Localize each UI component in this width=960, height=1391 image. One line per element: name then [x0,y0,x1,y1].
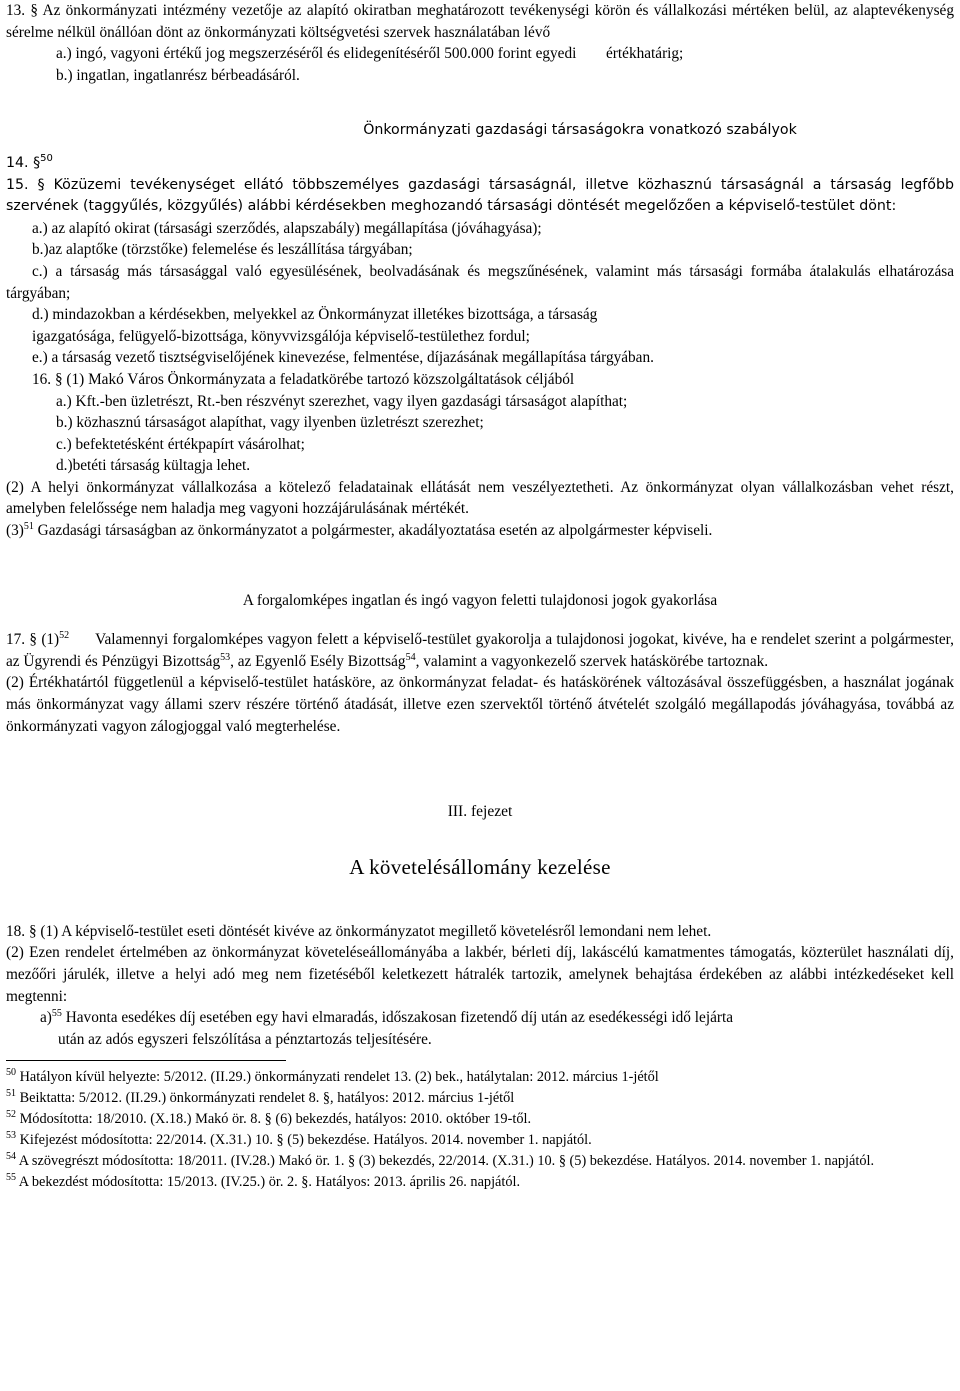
section-15-lead: 15. § [6,176,45,193]
footnote-54 [6,1151,954,1172]
footnote-ref-55[interactable]: 55 [51,1008,62,1020]
section-15-item-a: a.) az alapító okirat (társasági szerződés, alapszabály) megállapítása (jóváhagyása); [32,219,542,237]
section-18-item-a [6,1007,954,1029]
footnote-number: 50 [6,1067,16,1079]
footnote-text: Módosította: 18/2010. (X.18.) Makó ör. 8. § (6) bekezdés, hatályos: 2010. október 19-től. [19,1111,532,1128]
section-17-lead: 17. § (1) [6,631,60,649]
section-15-text [6,175,954,218]
section-14-text: 14. § [6,154,41,171]
footnote-text: Beiktatta: 5/2012. (II.29.) önkormányzati rendelet 8. §, hatályos: 2012. március 1-jétől [19,1090,515,1107]
section-16-intro: 16. § (1) Makó Város Önkormányzata a feladatkörébe tartozó közszolgáltatások céljából [32,370,575,388]
section-15-item-d-cont: igazgatósága, felügyelő-bizottsága, könyvvizsgálója képviselő-testülethez fordul; [32,327,530,345]
section-16-item-b: b.) közhasznú társaságot alapíthat, vagy ilyenben üzletrészt szerezhet; [56,414,484,432]
section-16-para-3-lead: (3) [6,522,24,540]
section-17-text-1: Valamennyi forgalomképes vagyon felett a képviselő-testület gyakorolja a tulajdonosi jogokat, kivéve, ha e rendelet szerint a polgármester, az Ügyrendi és Pénzügyi Bizottság [6,631,954,670]
section-15-body: Közüzemi tevékenységet ellátó többszemélyes gazdasági társaságnál, illetve közhasznú társaságnál a társaság legfőbb szervének (taggyűlés, közgyűlés) alábbi kérdésekben meghozandó társasági döntését megelőzően a képviselő-testület dönt: [6,176,954,215]
footnotes [6,1067,954,1193]
section-18-para-1: 18. § (1) A képviselő-testület eseti döntését kivéve az önkormányzatot megillető követelésről lemondani nem lehet. [6,922,712,940]
section-17-para-1 [6,629,954,672]
section-18-item-a-text: Havonta esedékes díj esetében egy havi elmaradás, időszakosan fizetendő díj után az esedékességi idő lejárta [61,1009,733,1027]
heading-companies: Önkormányzati gazdasági társaságokra vonatkozó szabályok [363,122,797,139]
section-17-text-2: , az Egyenlő Esély Bizottság [230,652,406,670]
footnote-ref-50[interactable]: 50 [40,152,53,164]
section-18-item-a-cont: után az adós egyszeri felszólítása a pénztartozás teljesítésére. [58,1030,432,1048]
footnote-55 [6,1172,954,1193]
footnote-ref-53[interactable]: 53 [220,651,231,663]
section-16-para-3 [6,520,954,542]
section-18-item-a-lead: a) [40,1009,52,1027]
footnote-number: 55 [6,1172,16,1184]
footnote-51 [6,1088,954,1109]
footnote-number: 54 [6,1151,16,1163]
footnote-number: 53 [6,1130,16,1142]
footnote-text: Hatályon kívül helyezte: 5/2012. (II.29.) önkormányzati rendelet 13. (2) bek., hatálytalan: 2012. március 1-jétől [19,1069,659,1086]
section-13-item-a-tail: értékhatárig; [606,45,684,63]
footnote-text: A szövegrészt módosította: 18/2011. (IV.28.) Makó ör. 1. § (3) bekezdés, 22/2014. (X.31.) 10. § (5) bekezdése. Hatályos. 2014. november 1. napjától. [18,1153,875,1170]
section-15-item-d: d.) mindazokban a kérdésekben, melyekkel az Önkormányzat illetékes bizottsága, a társaság [32,306,598,324]
section-17-text-3: , valamint a vagyonkezelő szervek hatáskörébe tartoznak. [415,652,769,670]
footnote-52 [6,1109,954,1130]
heading-property: A forgalomképes ingatlan és ingó vagyon feletti tulajdonosi jogok gyakorlása [242,591,718,609]
section-16-para-2: (2) A helyi önkormányzat vállalkozása a kötelező feladatainak ellátását nem veszélyeztetheti. Az önkormányzat olyan vállalkozásban vehet részt, amelyben felelőssége nem haladja meg vagyoni hozzájárulásának mértékét. [6,478,954,518]
section-16-item-a: a.) Kft.-ben üzletrészt, Rt.-ben részvényt szerezhet, vagy ilyen gazdasági társaságot alapíthat; [56,392,628,410]
footnote-ref-51[interactable]: 51 [23,521,34,533]
footnote-number: 52 [6,1109,16,1121]
footnote-text: Kifejezést módosította: 22/2014. (X.31.) 10. § (5) bekezdése. Hatályos. 2014. november 1. napjától. [19,1132,592,1149]
section-13-text: 13. § Az önkormányzati intézmény vezetője az alapító okiratban meghatározott tevékenységi körön és vállalkozási mértéken belül, az alaptevékenység sérelme nélkül önállóan dönt az önkormányzati költségvetési szervek használatában lévő [6,2,954,41]
section-15-item-e: e.) a társaság vezető tisztségviselőjének kinevezése, felmentése, díjazásának megállapítása tárgyában. [32,349,654,367]
chapter-label: III. fejezet [447,803,513,821]
section-13-item-a [6,43,954,65]
section-16-para-3-text: Gazdasági társaságban az önkormányzatot a polgármester, akadályoztatása esetén az alpolgármester képviseli. [33,522,713,540]
footnote-number: 51 [6,1088,16,1100]
footnote-ref-54[interactable]: 54 [405,651,416,663]
section-16-item-c: c.) befektetésként értékpapírt vásárolhat; [56,435,305,453]
footnote-ref-52[interactable]: 52 [59,630,70,642]
section-15-item-c: c.) a társaság más társasággal való egyesülésének, beolvadásának és megszűnésének, valamint más társasági formába átalakulás elhatározása tárgyában; [6,262,954,302]
footnote-text: A bekezdést módosította: 15/2013. (IV.25.) ör. 2. §. Hatályos: 2013. április 26. napjától. [18,1174,521,1191]
chapter-title: A követelésállomány kezelése [349,854,611,879]
section-16-item-d: d.)betéti társaság kültagja lehet. [56,457,251,475]
section-13-item-a-text: a.) ingó, vagyoni értékű jog megszerzéséről és elidegenítéséről 500.000 forint egyedi [56,45,577,63]
footnote-50 [6,1067,954,1088]
section-14 [6,153,954,175]
section-13-item-b: b.) ingatlan, ingatlanrész bérbeadásáról. [56,66,300,84]
section-18-para-2: (2) Ezen rendelet értelmében az önkormányzat követeléseállományába a lakbér, bérleti díj, lakáscélú kamatmentes támogatás, közterület használati díj, mezőőri járulék, illetve a helyi adó meg nem fizetéséből keletkezett hátralék tartozik, amelynek behajtása érdekében az alábbi intézkedéseket kell megtenni: [6,944,954,1005]
footnote-divider [6,1060,286,1061]
section-15-item-b: b.)az alaptőke (törzstőke) felemelése és leszállítása tárgyában; [32,241,413,259]
section-17-para-2: (2) Értékhatártól függetlenül a képviselő-testület hatásköre, az önkormányzat feladat- és hatáskörének változásával összefüggésben, a használat jogának más önkormányzat vagy állami szerv részére történő átadását, illetve ezen szervektől történő átvételét szolgáló megállapodás jóváhagyása, továbbá az önkormányzati vagyon zálogjoggal való megterhelése. [6,674,954,735]
footnote-53 [6,1130,954,1151]
